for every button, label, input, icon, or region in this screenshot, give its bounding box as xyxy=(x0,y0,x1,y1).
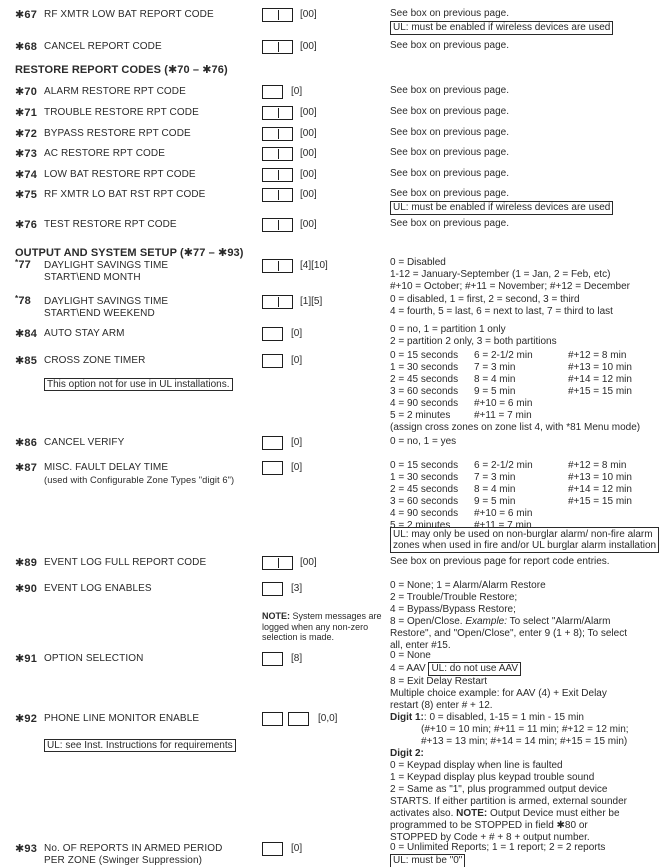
right-note: See box on previous page. xyxy=(390,168,509,179)
entry-box xyxy=(262,259,293,273)
field-number: ✱67 xyxy=(15,9,38,21)
entry-box xyxy=(262,436,283,450)
field-number: ✱86 xyxy=(15,437,38,449)
default-value: [00] xyxy=(300,128,317,139)
options-90: 0 = None; 1 = Alarm/Alarm Restore 2 = Trouble/Trouble Restore; 4 = Bypass/Bypass Restore; 8 = Open/Close. Example: To select "Alarm/Alarm Restore", and "Open/Close", enter 9 (1 + 8); To select all, enter #15. xyxy=(390,580,627,651)
ul-note-aav: UL: do not use AAV xyxy=(428,662,521,676)
field-number: ✱87 xyxy=(15,462,38,474)
field-number: ✱70 xyxy=(15,86,38,98)
asterisk: * xyxy=(15,258,19,267)
box-divider xyxy=(278,108,280,118)
options-78: 0 = disabled, 1 = first, 2 = second, 3 = third 4 = fourth, 5 = last, 6 = next to last, 7 = third to last xyxy=(390,294,613,317)
field-number: ✱75 xyxy=(15,189,38,201)
field-sublabel: (used with Configurable Zone Types "digit 6") xyxy=(44,475,235,485)
entry-box xyxy=(262,188,293,202)
right-note-89: See box on previous page for report code entries. xyxy=(390,556,610,567)
section-heading-restore: RESTORE REPORT CODES (✱70 – ✱76) xyxy=(15,64,228,76)
default-value: [00] xyxy=(300,107,317,118)
default-value: [1][5] xyxy=(300,296,323,307)
section-heading-output: OUTPUT AND SYSTEM SETUP (✱77 – ✱93) xyxy=(15,247,244,259)
box-divider xyxy=(278,220,280,230)
default-value: [00] xyxy=(300,41,317,52)
field-row-68 xyxy=(0,40,669,54)
field-number xyxy=(15,295,31,307)
default-value: [0] xyxy=(291,328,303,339)
right-note: See box on previous page. xyxy=(390,8,509,19)
field-label: LOW BAT RESTORE RPT CODE xyxy=(44,169,196,180)
field-number-text: 77 xyxy=(18,259,31,271)
field-number: ✱92 xyxy=(15,713,38,725)
entry-box xyxy=(262,85,283,99)
entry-box xyxy=(262,652,283,666)
default-value: [4][10] xyxy=(300,260,328,271)
default-value: [0] xyxy=(291,86,303,97)
field-number: ✱89 xyxy=(15,557,38,569)
ul-note-cross-zone: This option not for use in UL installations. xyxy=(44,378,233,391)
field-number: ✱93 xyxy=(15,843,38,855)
field-number xyxy=(15,259,31,271)
field-label: BYPASS RESTORE RPT CODE xyxy=(44,128,191,139)
ul-note-swinger: UL: must be "0" xyxy=(390,854,465,867)
field-number: ✱72 xyxy=(15,128,38,140)
default-value: [00] xyxy=(300,169,317,180)
field-label: EVENT LOG FULL REPORT CODE xyxy=(44,557,207,568)
box-divider xyxy=(278,149,280,159)
field-number: ✱76 xyxy=(15,219,38,231)
asterisk: * xyxy=(15,294,19,303)
entry-box xyxy=(262,712,283,726)
field-row-86 xyxy=(0,436,669,450)
entry-box xyxy=(262,40,293,54)
field-row-71 xyxy=(0,106,669,120)
options-87-timer-table: 0 = 15 seconds 6 = 2-1/2 min #+12 = 8 min 1 = 30 seconds 7 = 3 min #+13 = 10 min 2 = 45 seconds 8 = 4 min #+14 = 12 min 3 = 60 seconds 9 = 5 min #+15 = 15 min 4 = 90 seconds #+10 = 6 min 5 = 2 minutes #+11 = 7 min xyxy=(390,460,632,531)
box-divider xyxy=(278,42,280,52)
default-value: [0] xyxy=(291,355,303,366)
field-label: OPTION SELECTION xyxy=(44,653,144,664)
field-row-67 xyxy=(0,8,669,22)
entry-box xyxy=(262,842,283,856)
right-note: See box on previous page. xyxy=(390,40,509,51)
box-divider xyxy=(278,10,280,20)
ul-note-wireless: UL: must be enabled if wireless devices are used xyxy=(390,201,613,215)
field-label: AUTO STAY ARM xyxy=(44,328,125,339)
right-note: See box on previous page. xyxy=(390,188,509,199)
box-divider xyxy=(278,170,280,180)
field-row-74 xyxy=(0,168,669,182)
field-number: ✱91 xyxy=(15,653,38,665)
field-number: ✱84 xyxy=(15,328,38,340)
right-note: See box on previous page. xyxy=(390,127,509,138)
ul-note-wireless: UL: must be enabled if wireless devices are used xyxy=(390,21,613,35)
entry-box xyxy=(262,295,293,309)
right-note: See box on previous page. xyxy=(390,106,509,117)
entry-box xyxy=(262,127,293,141)
default-value: [0] xyxy=(291,437,303,448)
field-label: TEST RESTORE RPT CODE xyxy=(44,219,177,230)
default-value: [0,0] xyxy=(318,713,338,724)
field-row-76 xyxy=(0,218,669,232)
field-label: PHONE LINE MONITOR ENABLE xyxy=(44,713,200,724)
box-divider xyxy=(278,297,280,307)
field-number: ✱90 xyxy=(15,583,38,595)
default-value: [0] xyxy=(291,462,303,473)
field-label: ALARM RESTORE RPT CODE xyxy=(44,86,186,97)
field-number: ✱68 xyxy=(15,41,38,53)
field-label: MISC. FAULT DELAY TIME (used with Configurable Zone Types "digit 6") xyxy=(44,462,235,485)
field-number: ✱85 xyxy=(15,355,38,367)
cross-zone-assign-note: (assign cross zones on zone list 4, with *81 Menu mode) xyxy=(390,422,641,433)
field-label: TROUBLE RESTORE RPT CODE xyxy=(44,107,199,118)
entry-box xyxy=(262,556,293,570)
right-note: See box on previous page. xyxy=(390,85,509,96)
ul-note-phone-line: UL: see Inst. Instructions for requirements xyxy=(44,739,236,752)
field-number: ✱74 xyxy=(15,169,38,181)
field-label: CROSS ZONE TIMER xyxy=(44,355,146,366)
default-value: [00] xyxy=(300,9,317,20)
default-value: [00] xyxy=(300,557,317,568)
field-label: DAYLIGHT SAVINGS TIME START\END MONTH xyxy=(44,260,169,283)
field-number-text: 78 xyxy=(18,295,31,307)
box-divider xyxy=(278,261,280,271)
field-number: ✱71 xyxy=(15,107,38,119)
field-number: ✱73 xyxy=(15,148,38,160)
field-row-73 xyxy=(0,147,669,161)
entry-box xyxy=(288,712,309,726)
field-label: CANCEL VERIFY xyxy=(44,437,125,448)
field-label: EVENT LOG ENABLES xyxy=(44,583,152,594)
field-row-72 xyxy=(0,127,669,141)
options-93: 0 = Unlimited Reports; 1 = 1 report; 2 = 2 reports UL: must be "0" xyxy=(390,842,606,866)
right-note: See box on previous page. xyxy=(390,147,509,158)
entry-box xyxy=(262,168,293,182)
entry-box xyxy=(262,461,283,475)
entry-box xyxy=(262,106,293,120)
entry-box xyxy=(262,218,293,232)
options-77: 0 = Disabled 1-12 = January-September (1 = Jan, 2 = Feb, etc) #+10 = October; #+11 = November; #+12 = December xyxy=(390,257,630,292)
field-label: CANCEL REPORT CODE xyxy=(44,41,162,52)
field-label: AC RESTORE RPT CODE xyxy=(44,148,165,159)
field-label: RF XMTR LO BAT RST RPT CODE xyxy=(44,189,206,200)
entry-box xyxy=(262,354,283,368)
default-value: [00] xyxy=(300,189,317,200)
field-row-70 xyxy=(0,85,669,99)
default-value: [8] xyxy=(291,653,303,664)
default-value: [00] xyxy=(300,219,317,230)
field-label: No. OF REPORTS IN ARMED PERIOD PER ZONE (Swinger Suppression) xyxy=(44,843,223,866)
entry-box xyxy=(262,8,293,22)
field-label: DAYLIGHT SAVINGS TIME START\END WEEKEND xyxy=(44,296,169,319)
options-86: 0 = no, 1 = yes xyxy=(390,436,457,447)
default-value: [3] xyxy=(291,583,303,594)
right-note: See box on previous page. xyxy=(390,218,509,229)
field-row-84 xyxy=(0,327,669,341)
options-84: 0 = no, 1 = partition 1 only 2 = partition 2 only, 3 = both partitions xyxy=(390,324,557,347)
options-92: Digit 1:: 0 = disabled, 1-15 = 1 min - 15 min (#+10 = 10 min; #+11 = 11 min; #+12 = 12 min; #+13 = 13 min; #+14 = 14 min; #+15 = 15 min) Digit 2: 0 = Keypad display when line is faulted 1 = Keypad display plus keypad trouble sound 2 = Same as "1", plus programmed output device STARTS. If either partition is armed, external sounder activates also. NOTE: Output Device must either be programmed to be STOPPED in field ✱80 or STOPPED by Code + # + 8 + output number. xyxy=(390,712,629,843)
field-row-75 xyxy=(0,188,669,202)
options-91: 0 = None 4 = AAV UL: do not use AAV 8 = Exit Delay Restart Multiple choice example: for AAV (4) + Exit Delay restart (8) enter # + 12. xyxy=(390,650,607,711)
box-divider xyxy=(278,129,280,139)
entry-box xyxy=(262,327,283,341)
options-85-timer-table: 0 = 15 seconds 6 = 2-1/2 min #+12 = 8 min 1 = 30 seconds 7 = 3 min #+13 = 10 min 2 = 45 seconds 8 = 4 min #+14 = 12 min 3 = 60 seconds 9 = 5 min #+15 = 15 min 4 = 90 seconds #+10 = 6 min 5 = 2 minutes #+11 = 7 min (assign cross zones on zone list 4, with *81 Menu mode) xyxy=(390,350,641,433)
entry-box xyxy=(262,582,283,596)
default-value: [00] xyxy=(300,148,317,159)
default-value: [0] xyxy=(291,843,303,854)
ul-note-fault-delay: UL: may only be used on non-burglar alarm/ non-fire alarm zones when used in fire and/or UL burglar alarm installation xyxy=(390,527,659,553)
entry-box xyxy=(262,147,293,161)
field-label: RF XMTR LOW BAT REPORT CODE xyxy=(44,9,214,20)
box-divider xyxy=(278,190,280,200)
box-divider xyxy=(278,558,280,568)
field-note-event-log: NOTE: System messages are logged when any non-zero selection is made. xyxy=(262,611,382,642)
